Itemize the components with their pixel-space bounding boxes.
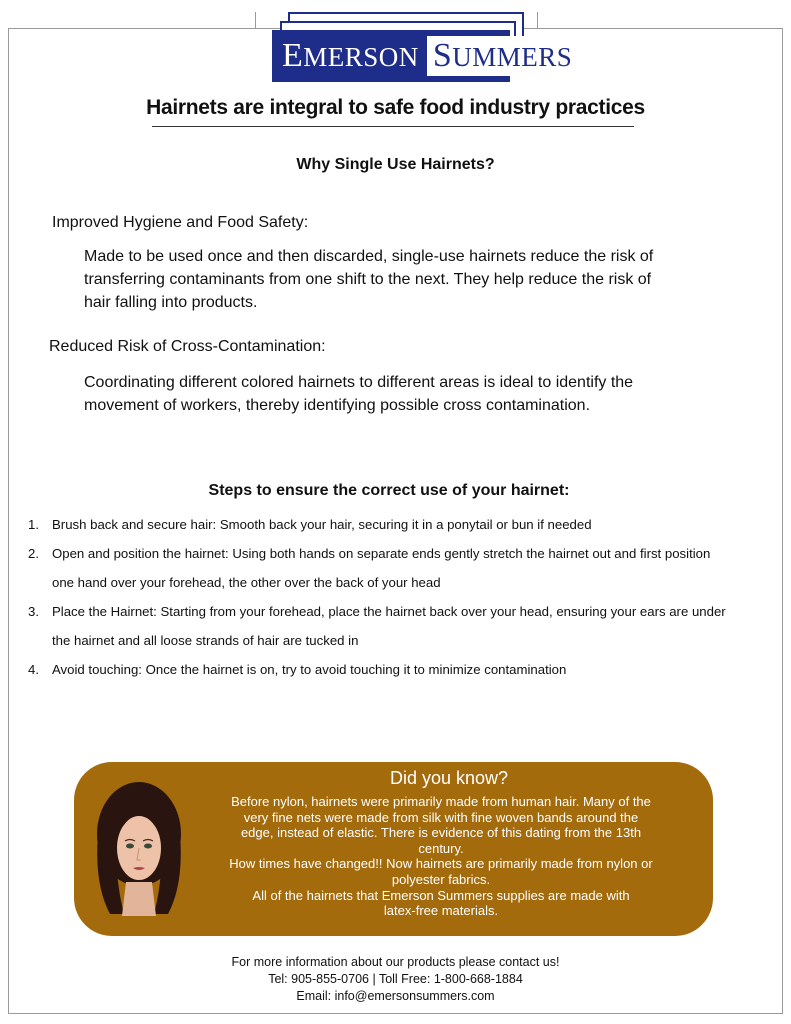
step-text: one hand over your forehead, the other over the back of your head — [52, 575, 441, 590]
logo-word-box — [427, 36, 578, 76]
did-you-know-text: Before nylon, hairnets were primarily made from human hair. Many of the very fine nets were made from silk with fine woven bands around the edge, instead of elastic. There is evidence of this dating from the 13th century. How times have changed!! Now hairnets are primarily made from nylon or polyester fabrics. All of the hairnets that Emerson Summers supplies are made with latex-free materials. — [229, 794, 653, 919]
emerson-summers-logo — [266, 12, 573, 84]
step-text: Place the Hairnet: Starting from your forehead, place the hairnet back over your head, ensuring your ears are under — [52, 604, 726, 619]
steps-list — [28, 510, 758, 684]
benefit-title-cross-contamination: Reduced Risk of Cross-Contamination: — [49, 338, 326, 355]
list-item — [28, 655, 758, 684]
did-you-know-panel — [74, 762, 713, 936]
mannequin-head-image — [84, 774, 194, 924]
step-text: Open and position the hairnet: Using both hands on separate ends gently stretch the hairnet out and first position — [52, 546, 711, 561]
step-number: 3. — [28, 604, 39, 619]
benefit-title-hygiene: Improved Hygiene and Food Safety: — [52, 214, 309, 231]
contact-phone: Tel: 905-855-0706 | Toll Free: 1-800-668-1884 — [268, 972, 523, 986]
list-item — [28, 510, 758, 539]
section-heading-steps: Steps to ensure the correct use of your hairnet: — [208, 482, 570, 499]
list-item — [28, 539, 758, 597]
logo-band — [272, 30, 573, 82]
did-you-know-title: Did you know? — [389, 768, 509, 788]
step-number: 4. — [28, 662, 39, 677]
page-headline: Hairnets are integral to safe food industry practices — [146, 96, 645, 119]
step-text: Brush back and secure hair: Smooth back your hair, securing it in a ponytail or bun if needed — [52, 517, 592, 532]
contact-invite: For more information about our products please contact us! — [231, 955, 560, 969]
list-item — [28, 597, 758, 655]
step-number: 1. — [28, 517, 39, 532]
logo-word-emerson: EMERSON — [282, 37, 419, 74]
contact-info — [0, 954, 791, 1005]
contact-email: Email: info@emersonsummers.com — [296, 989, 495, 1003]
step-text: the hairnet and all loose strands of hair are tucked in — [52, 633, 359, 648]
section-heading-why: Why Single Use Hairnets? — [296, 156, 495, 173]
benefit-body-hygiene: Made to be used once and then discarded, single-use hairnets reduce the risk of transferring contaminants from one shift to the next. They help reduce the risk of hair falling into products. — [84, 248, 654, 311]
headline-underline — [152, 126, 634, 127]
logo-word-summers: SUMMERS — [432, 37, 573, 74]
benefit-body-cross-contamination: Coordinating different colored hairnets to different areas is ideal to identify the movement of workers, thereby identifying possible cross contamination. — [84, 374, 634, 414]
step-text: Avoid touching: Once the hairnet is on, try to avoid touching it to minimize contamination — [52, 662, 567, 677]
step-number: 2. — [28, 546, 39, 561]
